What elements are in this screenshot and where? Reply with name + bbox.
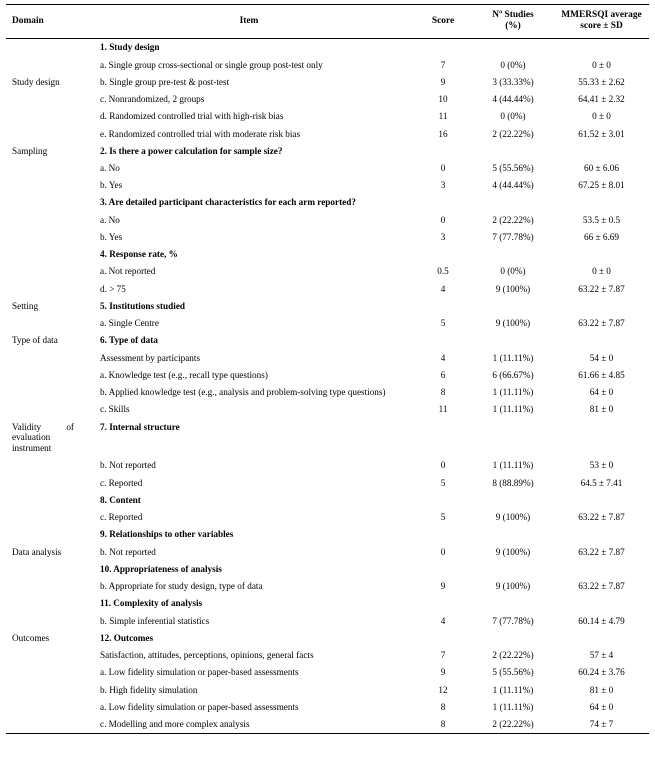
cell-domain (6, 647, 84, 664)
cell-domain (6, 280, 84, 297)
cell-mmersqi: 60.24 ± 3.76 (578, 667, 625, 678)
table-row (6, 263, 649, 280)
cell-domain (6, 526, 84, 543)
table-row (6, 246, 649, 263)
cell-domain (6, 578, 84, 595)
cell-domain: Study design (12, 76, 60, 87)
cell-mmersqi: 64.41 ± 2.32 (578, 94, 625, 105)
column-header-domain-label: Domain (12, 15, 44, 26)
cell-score: 12 (438, 684, 448, 695)
cell-domain: Validity of evaluation instrument (12, 421, 74, 454)
cell-studies (472, 526, 554, 543)
cell-item: a. Low fidelity simulation or paper-based assessments (100, 701, 299, 712)
cell-domain (6, 39, 84, 57)
cell-domain (6, 595, 84, 612)
table-row (6, 194, 649, 211)
column-header-mmersqi-label: MMERSQI average (561, 10, 642, 20)
cell-mmersqi (554, 246, 649, 263)
cell-item: b. Not reported (100, 546, 156, 557)
cell-item: e. Randomized controlled trial with moderate risk bias (100, 128, 301, 139)
cell-item: a. Knowledge test (e.g., recall type questions) (100, 369, 268, 380)
cell-item: a. Single group cross-sectional or single group post-test only (100, 59, 323, 70)
cell-studies: 3 (33.33%) (492, 76, 534, 87)
cell-item: c. Reported (100, 512, 143, 523)
cell-item: b. Simple inferential statistics (100, 615, 210, 626)
cell-item: b. Yes (100, 231, 123, 242)
cell-domain (6, 56, 84, 73)
table-row (6, 280, 649, 297)
cell-item: Assessment by participants (100, 352, 201, 363)
column-header-item (84, 5, 414, 39)
column-header-studies-label: Nº Studies (492, 10, 534, 20)
cell-item: 9. Relationships to other variables (100, 529, 234, 540)
cell-score: 9 (440, 667, 446, 678)
cell-domain (6, 212, 84, 229)
cell-mmersqi: 81 ± 0 (589, 684, 614, 695)
table-row (6, 384, 649, 401)
cell-mmersqi: 81 ± 0 (589, 404, 614, 415)
cell-studies: 0 (0%) (500, 59, 526, 70)
cell-domain (6, 612, 84, 629)
cell-studies: 9 (100%) (495, 318, 531, 329)
cell-item: 2. Is there a power calculation for sample size? (100, 145, 283, 156)
cell-score (414, 561, 472, 578)
cell-mmersqi: 66 ± 6.69 (584, 231, 619, 242)
cell-score: 10 (438, 94, 448, 105)
table-row (6, 332, 649, 349)
cell-score (414, 492, 472, 509)
cell-domain (6, 401, 84, 418)
cell-score (414, 332, 472, 349)
cell-studies (472, 561, 554, 578)
cell-item: 4. Response rate, % (100, 249, 178, 260)
cell-mmersqi: 53.5 ± 0.5 (582, 214, 621, 225)
cell-domain (6, 457, 84, 474)
cell-domain (6, 699, 84, 716)
cell-score: 5 (440, 318, 446, 329)
cell-domain: Setting (12, 300, 39, 311)
cell-studies: 1 (11.11%) (492, 460, 534, 471)
cell-item: b. High fidelity simulation (100, 684, 198, 695)
cell-score: 4 (440, 352, 446, 363)
cell-item: b. Appropriate for study design, type of data (100, 581, 263, 592)
cell-item: a. No (100, 163, 120, 174)
cell-studies: 4 (44.44%) (492, 180, 534, 191)
cell-studies: 7 (77.78%) (492, 615, 534, 626)
cell-domain (6, 194, 84, 211)
cell-item: d. Randomized controlled trial with high-risk bias (100, 111, 284, 122)
cell-domain (6, 177, 84, 194)
column-header-score-label: Score (431, 15, 455, 26)
table-body (6, 39, 649, 734)
cell-mmersqi: 63.22 ± 7.87 (578, 546, 625, 557)
column-header-studies (472, 5, 554, 39)
cell-mmersqi: 64.5 ± 7.41 (580, 477, 623, 488)
cell-studies (472, 298, 554, 315)
table-header-row (6, 5, 649, 39)
cell-domain (6, 160, 84, 177)
cell-score: 8 (414, 716, 472, 734)
cell-score: 0 (440, 546, 446, 557)
cell-mmersqi: 57 ± 4 (589, 650, 614, 661)
cell-score (414, 526, 472, 543)
cell-mmersqi: 0 ± 0 (592, 266, 611, 277)
cell-score (414, 630, 472, 647)
cell-studies: 9 (100%) (495, 581, 531, 592)
cell-score: 5 (440, 512, 446, 523)
cell-item: a. No (100, 214, 120, 225)
cell-domain (6, 91, 84, 108)
cell-mmersqi (554, 143, 649, 160)
cell-domain: Sampling (12, 145, 48, 156)
cell-studies (472, 595, 554, 612)
cell-score (414, 39, 472, 57)
table-row (6, 647, 649, 664)
cell-studies: 6 (66.67%) (492, 369, 534, 380)
cell-score: 4 (440, 283, 446, 294)
cell-mmersqi: 54 ± 0 (589, 352, 614, 363)
cell-domain (6, 263, 84, 280)
cell-domain (6, 492, 84, 509)
cell-item: b. Not reported (100, 460, 156, 471)
cell-item: 12. Outcomes (100, 632, 154, 643)
cell-studies: 8 (88.89%) (492, 477, 534, 488)
cell-mmersqi (554, 418, 649, 457)
cell-domain (6, 349, 84, 366)
cell-studies (472, 143, 554, 160)
cell-studies: 9 (100%) (495, 512, 531, 523)
table-row (6, 367, 649, 384)
cell-item: c. Modelling and more complex analysis (84, 716, 414, 734)
cell-studies: 9 (100%) (495, 546, 531, 557)
cell-mmersqi (554, 492, 649, 509)
table-row (6, 612, 649, 629)
cell-domain (6, 384, 84, 401)
cell-score (414, 143, 472, 160)
cell-domain (6, 229, 84, 246)
table-row (6, 681, 649, 698)
table-row (6, 56, 649, 73)
table-row (6, 578, 649, 595)
table-row (6, 543, 649, 560)
table-header (6, 5, 649, 39)
table-row (6, 160, 649, 177)
cell-studies: 2 (22.22%) (492, 650, 534, 661)
cell-studies: 4 (44.44%) (492, 94, 534, 105)
table-row (6, 177, 649, 194)
cell-score: 7 (440, 59, 446, 70)
column-header-score (414, 5, 472, 39)
table-row (6, 298, 649, 315)
cell-item: 6. Type of data (100, 335, 158, 346)
cell-mmersqi: 0 ± 0 (592, 59, 611, 70)
cell-mmersqi (554, 39, 649, 57)
cell-item: a. Single Centre (100, 318, 159, 329)
cell-studies: 0 (0%) (500, 266, 526, 277)
cell-score: 11 (438, 111, 448, 122)
cell-score: 0.5 (437, 266, 449, 277)
cell-studies: 2 (22.22%) (472, 716, 554, 734)
cell-item: c. Reported (100, 477, 143, 488)
column-header-studies-sublabel: (%) (505, 21, 521, 32)
cell-score (414, 246, 472, 263)
cell-studies: 5 (55.56%) (492, 163, 534, 174)
cell-mmersqi: 0 ± 0 (592, 111, 611, 122)
table-row (6, 39, 649, 57)
cell-item: c. Nonrandomized, 2 groups (100, 94, 205, 105)
cell-mmersqi (554, 595, 649, 612)
cell-domain: Data analysis (12, 546, 62, 557)
cell-item: b. Yes (100, 180, 123, 191)
cell-studies: 7 (77.78%) (492, 231, 534, 242)
table-row (6, 74, 649, 91)
table-row (6, 716, 649, 734)
cell-mmersqi: 64 ± 0 (589, 701, 614, 712)
table-row (6, 475, 649, 492)
cell-studies: 1 (11.11%) (492, 404, 534, 415)
cell-studies (472, 194, 554, 211)
table-row (6, 664, 649, 681)
cell-mmersqi: 63.22 ± 7.87 (578, 318, 625, 329)
cell-domain (6, 664, 84, 681)
cell-score: 8 (440, 387, 446, 398)
cell-score (414, 298, 472, 315)
cell-mmersqi: 61.52 ± 3.01 (578, 128, 625, 139)
cell-score: 5 (440, 477, 446, 488)
cell-studies (472, 246, 554, 263)
column-header-mmersqi (554, 5, 649, 39)
cell-studies: 1 (11.11%) (492, 701, 534, 712)
cell-studies (472, 418, 554, 457)
cell-mmersqi: 60.14 ± 4.79 (578, 615, 625, 626)
cell-item: a. Not reported (100, 266, 156, 277)
cell-domain: Type of data (12, 335, 58, 346)
cell-mmersqi (554, 298, 649, 315)
table-row (6, 457, 649, 474)
cell-item: b. Applied knowledge test (e.g., analysis and problem-solving type questions) (100, 387, 386, 398)
cell-item: a. Low fidelity simulation or paper-based assessments (100, 667, 299, 678)
cell-score: 9 (440, 76, 446, 87)
table-row (6, 108, 649, 125)
cell-mmersqi (554, 526, 649, 543)
column-header-domain (6, 5, 84, 39)
cell-score: 3 (440, 231, 446, 242)
table-row (6, 526, 649, 543)
table-row (6, 212, 649, 229)
cell-studies (472, 39, 554, 57)
cell-mmersqi: 64 ± 0 (589, 387, 614, 398)
cell-studies (472, 332, 554, 349)
cell-mmersqi (554, 630, 649, 647)
table-row (6, 561, 649, 578)
cell-item: 11. Complexity of analysis (100, 598, 203, 609)
cell-domain (6, 561, 84, 578)
table-row (6, 125, 649, 142)
cell-domain (6, 681, 84, 698)
cell-score: 9 (440, 581, 446, 592)
cell-item: d. > 75 (100, 283, 126, 294)
cell-mmersqi (554, 561, 649, 578)
cell-item: 1. Study design (100, 42, 160, 53)
cell-mmersqi: 61.66 ± 4.85 (578, 369, 625, 380)
cell-score: 0 (440, 214, 446, 225)
cell-item: Satisfaction, attitudes, perceptions, opinions, general facts (100, 650, 314, 661)
cell-score: 8 (440, 701, 446, 712)
table-row (6, 91, 649, 108)
cell-mmersqi: 53 ± 0 (589, 460, 614, 471)
cell-domain (6, 367, 84, 384)
table-row (6, 401, 649, 418)
cell-domain (6, 108, 84, 125)
cell-domain (6, 475, 84, 492)
cell-item: 8. Content (100, 494, 141, 505)
cell-studies: 2 (22.22%) (492, 214, 534, 225)
table-row (6, 509, 649, 526)
cell-mmersqi: 55.33 ± 2.62 (578, 76, 625, 87)
cell-score (414, 418, 472, 457)
table-row (6, 630, 649, 647)
cell-item: 5. Institutions studied (100, 300, 186, 311)
cell-score: 11 (438, 404, 448, 415)
table-row (6, 699, 649, 716)
cell-studies: 1 (11.11%) (492, 387, 534, 398)
cell-score: 16 (438, 128, 448, 139)
cell-domain (6, 246, 84, 263)
table-row (6, 418, 649, 457)
table-row (6, 315, 649, 332)
cell-domain (6, 125, 84, 142)
cell-mmersqi: 67.25 ± 8.01 (578, 180, 625, 191)
cell-mmersqi: 74 ± 7 (554, 716, 649, 734)
cell-studies: 2 (22.22%) (492, 128, 534, 139)
column-header-item-label: Item (239, 15, 259, 26)
cell-studies: 5 (55.56%) (492, 667, 534, 678)
mmersqi-table (6, 4, 649, 734)
cell-domain (6, 509, 84, 526)
cell-mmersqi: 63.22 ± 7.87 (578, 581, 625, 592)
cell-item: c. Skills (100, 404, 130, 415)
table-row (6, 492, 649, 509)
column-header-mmersqi-sublabel: score ± SD (580, 21, 623, 32)
cell-mmersqi: 63.22 ± 7.87 (578, 283, 625, 294)
cell-mmersqi: 60 ± 6.06 (584, 163, 619, 174)
table-row (6, 143, 649, 160)
cell-studies: 9 (100%) (495, 283, 531, 294)
cell-studies: 1 (11.11%) (492, 352, 534, 363)
cell-item: 3. Are detailed participant characteristics for each arm reported? (100, 197, 356, 208)
cell-score (414, 194, 472, 211)
cell-domain (6, 716, 84, 734)
cell-score: 6 (440, 369, 446, 380)
cell-mmersqi: 63.22 ± 7.87 (578, 512, 625, 523)
cell-mmersqi (554, 194, 649, 211)
cell-studies (472, 630, 554, 647)
cell-score: 4 (440, 615, 446, 626)
cell-item: b. Single group pre-test & post-test (100, 76, 230, 87)
cell-score: 0 (440, 460, 446, 471)
table-row (6, 229, 649, 246)
table-row (6, 595, 649, 612)
cell-mmersqi (554, 332, 649, 349)
cell-item: 10. Appropriateness of analysis (100, 563, 222, 574)
cell-domain (6, 315, 84, 332)
cell-studies (472, 492, 554, 509)
cell-score: 3 (440, 180, 446, 191)
table-row (6, 349, 649, 366)
cell-studies: 0 (0%) (500, 111, 526, 122)
cell-studies: 1 (11.11%) (492, 684, 534, 695)
cell-score: 0 (440, 163, 446, 174)
cell-domain: Outcomes (12, 632, 50, 643)
cell-score (414, 595, 472, 612)
cell-item: 7. Internal structure (100, 421, 180, 432)
cell-score: 7 (440, 650, 446, 661)
